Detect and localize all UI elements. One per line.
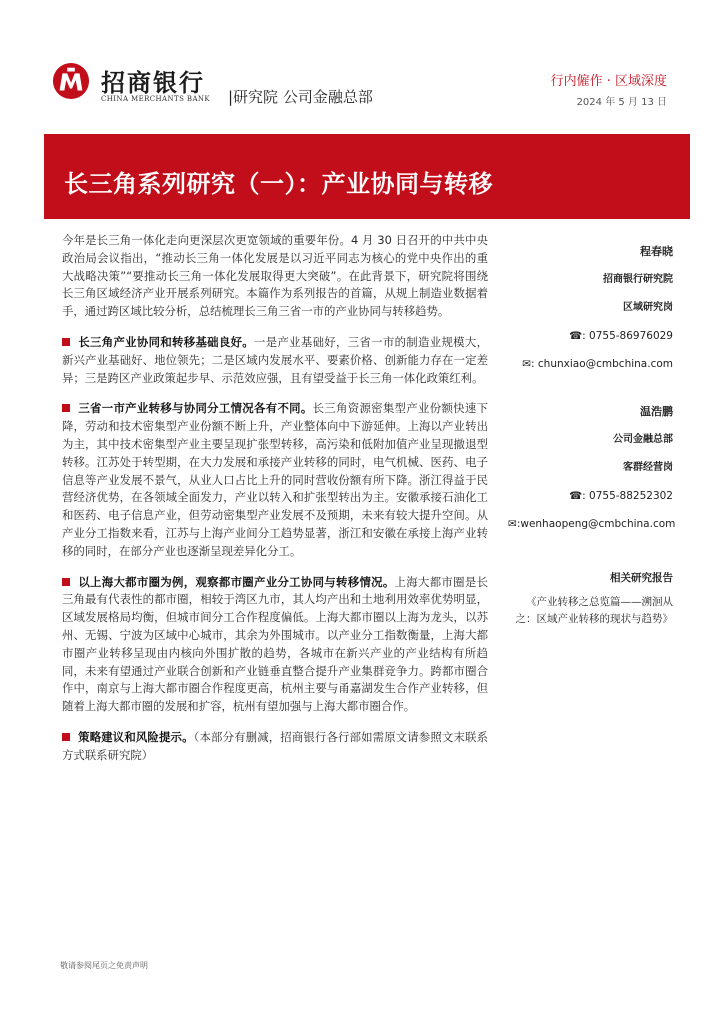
key-point-heading: 策略建议和风险提示。 (78, 729, 194, 744)
report-title: 长三角系列研究（一）：产业协同与转移 (64, 169, 493, 198)
disclaimer-footer: 敬请参阅尾页之免责声明 (60, 961, 148, 970)
phone-icon: ☎ (569, 330, 583, 342)
email-icon: ✉ (522, 358, 532, 370)
author-phone (508, 329, 673, 343)
key-point-heading: 长三角产业协同和转移基础良好。 (78, 334, 255, 349)
bullet-square-icon (62, 578, 70, 586)
author-org: 招商银行研究院 (603, 274, 673, 285)
cmb-logo (52, 62, 90, 100)
key-point-body: 一是产业基础好，三省一市的制造业规模大，新兴产业基础好、地位领先；二是区域内发展水平、要素价格、创新能力存在一定差异；三是跨区产业政策起步早、示范效应强，且有望受益于长三角一体化政策红利。 (62, 334, 488, 385)
report-date: 2024 年 5 月 13 日 (576, 97, 667, 108)
key-point-body: 上海大都市圈是长三角最有代表性的都市圈，相较于湾区九市，其人均产出和土地利用效率优势明显，区域发展格局均衡，但城市间分工合作程度偏低。上海大都市圈以上海为龙头，以苏州、无锡、宁波为区域中心城市，其余为外围城市。以产业分工指数衡量，上海大都市圈产业转移呈现由内核向外围扩散的趋势，各城市在新兴产业的产业结构有所趋同，未来有望通过产业联合创新和产业链垂直整合提升产业集群竞争力。跨都市圈合作中，南京与上海大都市圈合作程度更高，杭州主要与甬嘉湖发生合作产业转移，但随着上海大都市圈的发展和扩容，杭州有望加强与上海大都市圈合作。 (62, 574, 488, 714)
bullet-square-icon (62, 404, 70, 412)
intro-paragraph: 今年是长三角一体化走向更深层次更宽领域的重要年份。4 月 30 日召开的中共中央政治局会议指出，“推动长三角一体化发展是以习近平同志为核心的党中央作出的重大战略决策”“要推动长三角一体化发展取得更大突破”。在此背景下，研究院将围绕长三角区域经济产业开展系列研究。本篇作为系列报告的首篇，从规上制造业数据着手，通过跨区域比较分析，总结梳理长三角三省一市的产业协同与转移趋势。 (62, 233, 488, 319)
key-point (62, 400, 488, 560)
author-email (508, 357, 673, 371)
department-label: |研究院 公司金融总部 (228, 88, 373, 106)
author-sidebar (508, 245, 676, 628)
author-unit: 区域研究岗 (623, 302, 673, 313)
email-icon: ✉ (508, 518, 517, 530)
email-address[interactable]: :wenhaopeng@cmbchina.com (516, 518, 676, 530)
author-email (508, 517, 676, 531)
phone-icon: ☎ (569, 490, 583, 502)
bank-name-cn: 招商银行 (101, 68, 205, 97)
report-series: 行内僱作 · 区域深度 (550, 74, 667, 89)
author-unit: 客群经营岗 (623, 462, 673, 473)
key-point-heading: 三省一市产业转移与协同分工情况各有不同。 (78, 401, 313, 416)
author-name: 程春晓 (640, 245, 673, 258)
bank-name-en: CHINA MERCHANTS BANK (101, 95, 211, 103)
title-banner (44, 134, 690, 219)
key-point-heading: 以上海大都市圈为例，观察都市圈产业分工协同与转移情况。 (78, 574, 395, 589)
phone-number: : 0755-88252302 (582, 490, 673, 502)
author-name: 温浩鹏 (640, 405, 673, 418)
key-point (62, 729, 488, 765)
related-report-link[interactable]: 《产业转移之总览篇——溯洄从之：区域产业转移的现状与趋势》 (515, 596, 673, 625)
key-point (62, 334, 488, 387)
key-point-body: 长三角资源密集型产业份额快速下降，劳动和技术密集型产业份额不断上升，产业整体向中下游延伸。上海以产业转出为主，其中技术密集型产业主要呈现扩张型转移，高污染和低附加值产业呈现撤退型转移。江苏处于转型期，在大力发展和承接产业转移的同时，电气机械、医药、电子信息等产业发展不景气，从业人口占比上升的同时营收份额有所下降。浙江得益于民营经济优势，在各领域全面发力，产业以转入和扩张型转出为主。安徽承接石油化工和医药、电子信息产业，但劳动密集型产业发展不及预期，未来有较大提升空间。从产业分工指数来看，江苏与上海产业间分工趋势显著，浙江和安徽在承接上海产业转移的同时，在部分产业也逐渐呈现差异化分工。 (62, 401, 488, 558)
main-content (62, 232, 488, 778)
bullet-square-icon (62, 338, 70, 346)
key-point-body: （本部分有删减，招商银行各行部如需原文请参照文末联系方式联系研究院） (62, 729, 488, 762)
phone-number: : 0755-86976029 (582, 330, 673, 342)
key-point (62, 574, 488, 716)
author-phone (508, 489, 673, 503)
bullet-square-icon (62, 733, 70, 741)
author-org: 公司金融总部 (613, 434, 673, 445)
related-reports-title: 相关研究报告 (610, 572, 673, 584)
email-address[interactable]: : chunxiao@cmbchina.com (531, 358, 673, 370)
